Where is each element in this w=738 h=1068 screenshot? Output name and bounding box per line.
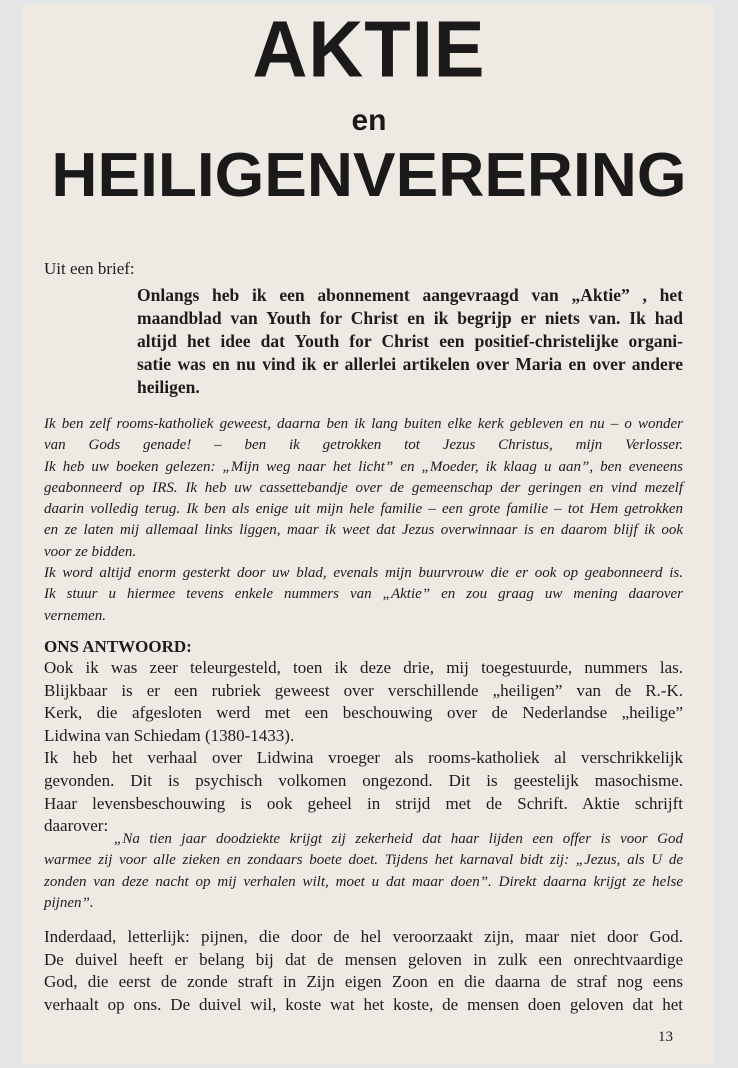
page-number: 13 — [658, 1029, 673, 1045]
text-line: God, die eerst de zonde straft in Zijn eigen Zoon en die daarna de straf nog eens — [44, 972, 683, 992]
text-line: gevonden. Dit is psychisch volkomen ongezond. Dit is geestelijk masochisme. — [44, 770, 683, 790]
text-line: Inderdaad, letterlijk: pijnen, die door de hel veroorzaakt zijn, maar niet door God. — [44, 927, 683, 946]
text-line: heiligen. — [137, 377, 200, 397]
text-line: daarin volledig terug. Ik ben als enige uit mijn hele familie – een grote familie – tot Hem getrokken — [44, 501, 683, 518]
text-line: satie was en nu vind ik er allerlei artikelen over Maria en over andere — [137, 354, 683, 374]
text-line: Onlangs heb ik een abonnement aangevraagd van „Aktie” , het — [137, 285, 683, 305]
text-line: vernemen. — [44, 607, 107, 624]
answer-paragraph-2 — [44, 926, 683, 1016]
text-line: pijnen”. — [44, 894, 94, 911]
intro-label: Uit een brief: — [44, 259, 135, 278]
text-line: Ik heb het verhaal over Lidwina vroeger als rooms-katholiek al verschrikkelijk — [44, 748, 683, 768]
text-line: Ik heb uw boeken gelezen: „Mijn weg naar het licht” en „Moeder, ik klaag u aan”, ben eveneens — [44, 458, 683, 475]
text-line: De duivel heeft er belang bij dat de mensen geloven in zulk een onrechtvaardige — [44, 949, 683, 969]
text-line: voor ze bidden. — [44, 543, 137, 560]
answer-heading: ONS ANTWOORD: — [44, 637, 192, 656]
text-line: altijd het idee dat Youth for Christ een positief-christelijke organi- — [137, 331, 683, 351]
letter-excerpt — [137, 284, 683, 399]
letter-italic-text — [44, 414, 683, 627]
text-line: daarover: — [44, 816, 109, 836]
text-line: warmee zij voor alle zieken en zondaars boete doet. Tijdens het karnaval bidt zij: „Jezus, als U de — [44, 852, 683, 869]
text-line: Haar levensbeschouwing is ook geheel in strijd met de Schrift. Aktie schrijft — [44, 793, 683, 813]
text-line: Ook ik was zeer teleurgesteld, toen ik deze drie, mij toegestuurde, nummers las. — [44, 658, 683, 677]
title-aktie: AKTIE — [252, 4, 486, 95]
text-line: verhaalt op ons. De duivel wil, koste wat het koste, de mensen doen geloven dat het — [44, 994, 683, 1014]
text-line: Ik word altijd enorm gesterkt door uw blad, evenals mijn buurvrouw die er ook op geabonneerd is. — [44, 565, 683, 582]
text-line: geabonneerd op IRS. Ik heb uw cassettebandje over de gemeenschap der geringen en vind mezelf — [44, 479, 683, 496]
quote-block — [44, 829, 683, 914]
text-line: Ik stuur u hiermee tevens enkele nummers van „Aktie” en zou graag uw mening daarover — [44, 586, 683, 603]
text-line: en ze laten mij allemaal links liggen, maar ik weet dat Jezus overwinnaar is en daarom blijf ik ook — [44, 522, 683, 539]
text-line: Blijkbaar is er een rubriek geweest over verschillende „heiligen” van de R.-K. — [44, 680, 683, 700]
text-line: maandblad van Youth for Christ en ik begrijp er niets van. Ik had — [137, 308, 683, 328]
title-heiligenverering: HEILIGENVERERING — [51, 141, 687, 210]
title-en: en — [351, 104, 387, 137]
text-line: Kerk, die afgesloten werd met een beschouwing over de Nederlandse „heilige” — [44, 703, 683, 723]
text-line: Lidwina van Schiedam (1380-1433). — [44, 725, 295, 745]
text-line: „Na tien jaar doodziekte krijgt zij zekerheid dat haar lijden een offer is voor God — [114, 831, 683, 847]
answer-paragraph — [44, 657, 683, 838]
text-line: Ik ben zelf rooms-katholiek geweest, daarna ben ik lang buiten elke kerk gebleven en nu – o wonder — [44, 416, 683, 432]
text-line: zonden van deze nacht op mij verhalen wilt, moet u dat maar doen”. Direkt daarna krijgt ze helse — [44, 873, 683, 890]
text-line: van Gods genade! – ben ik getrokken tot Jezus Christus, mijn Verlosser. — [44, 437, 683, 454]
